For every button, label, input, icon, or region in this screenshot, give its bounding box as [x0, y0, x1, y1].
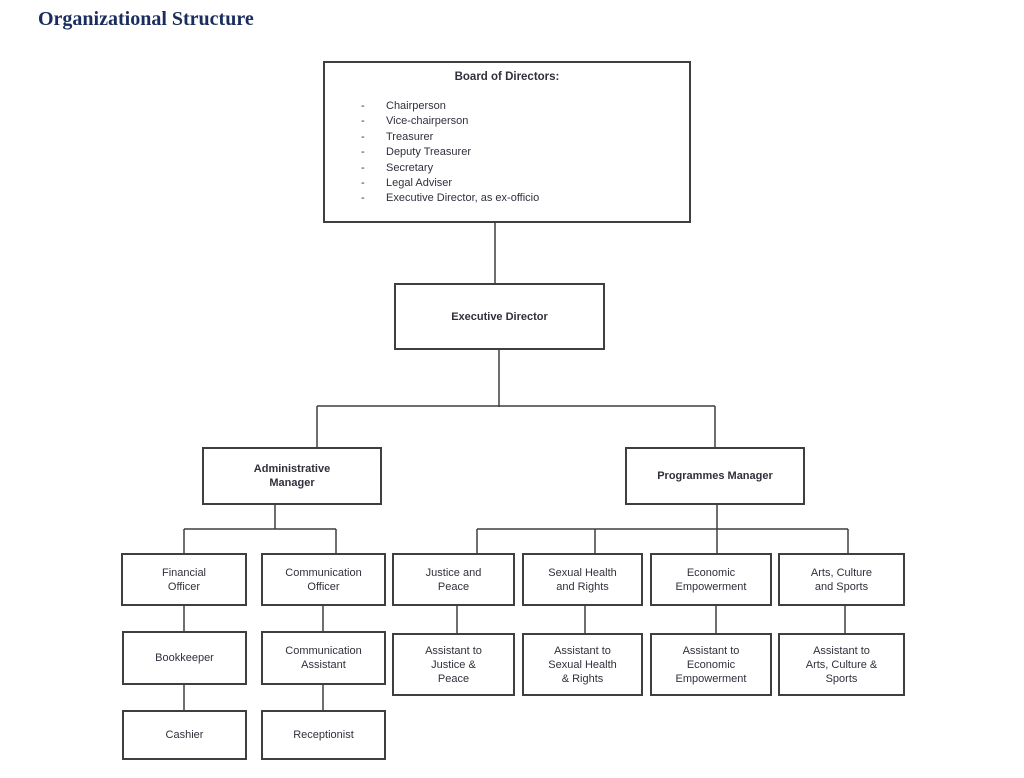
board-of-directors-title: Board of Directors: [454, 71, 560, 83]
org-box-justice-and-peace [392, 553, 515, 606]
board-member-label: Executive Director, as ex-officio [386, 192, 540, 205]
org-box-label-line: Cashier [165, 729, 204, 741]
org-box-label-line: Peace [437, 672, 470, 685]
board-member-bullet: - [361, 100, 365, 112]
board-member-row [361, 145, 689, 160]
org-box-communication-assistant [261, 631, 386, 685]
org-box-label-line: Officer [307, 580, 340, 593]
org-box-label-line: Financial [161, 566, 207, 579]
org-box-label-line: Executive Director [451, 310, 548, 323]
org-box-cashier [122, 710, 247, 760]
org-box-assistant-arts-culture-and-sports [778, 633, 905, 696]
org-box-label-line: Empowerment [675, 580, 747, 593]
board-member-list [325, 99, 689, 207]
board-member-row [361, 99, 689, 114]
org-box-label-line: Administrative [253, 463, 331, 475]
org-box-label-line: Assistant [301, 659, 346, 671]
org-box-board-of-directors [323, 61, 691, 223]
org-box-arts-culture-and-sports [778, 553, 905, 606]
org-box-label-line: Officer [167, 580, 201, 593]
org-box-label-line: Justice and [425, 566, 482, 579]
page-title: Organizational Structure [38, 8, 254, 30]
board-member-row [361, 130, 689, 145]
board-member-label: Deputy Treasurer [386, 146, 471, 159]
org-box-label-line: and Sports [814, 580, 869, 593]
org-box-label-line: Programmes Manager [657, 470, 773, 482]
org-box-label-line: Justice & [431, 658, 476, 671]
org-box-label-line: Assistant to [682, 644, 740, 657]
org-box-label-line: and Rights [556, 580, 609, 593]
board-member-label: Vice-chairperson [386, 115, 469, 128]
org-box-label-line: Arts, Culture [810, 566, 873, 579]
org-box-label-line: Sports [825, 672, 858, 685]
board-member-label: Legal Adviser [386, 177, 453, 190]
org-box-assistant-economic-empowerment [650, 633, 772, 696]
board-member-bullet: - [361, 161, 365, 174]
org-box-assistant-sexual-health-and-rights [522, 633, 643, 696]
org-box-assistant-justice-and-peace [392, 633, 515, 696]
org-box-label-line: Receptionist [293, 729, 354, 741]
org-box-label-line: Arts, Culture & [805, 658, 878, 671]
org-box-label-line: Economic [686, 658, 736, 671]
org-box-label-line: Communication [285, 566, 362, 579]
org-box-label-line: Bookkeeper [155, 652, 214, 664]
board-member-row [361, 191, 689, 206]
org-box-programmes-manager [625, 447, 805, 505]
board-member-row [361, 161, 689, 176]
org-box-bookkeeper [122, 631, 247, 685]
org-box-label-line: Communication [285, 645, 362, 657]
org-box-label-line: Assistant to [813, 644, 870, 657]
org-box-sexual-health-and-rights [522, 553, 643, 606]
org-box-label-line: Manager [269, 477, 315, 489]
board-member-row [361, 114, 689, 129]
org-box-label-line: Sexual Health [548, 566, 617, 579]
board-member-bullet: - [361, 192, 365, 205]
org-box-label-line: Peace [437, 580, 470, 593]
org-box-label-line: Empowerment [675, 672, 747, 685]
org-box-label-line: Assistant to [554, 644, 611, 657]
org-box-receptionist [261, 710, 386, 760]
org-box-administrative-manager [202, 447, 382, 505]
board-member-row [361, 176, 689, 191]
org-box-label-line: & Rights [561, 672, 604, 685]
board-member-label: Chairperson [386, 100, 446, 112]
org-box-economic-empowerment [650, 553, 772, 606]
org-box-label-line: Economic [686, 566, 736, 579]
board-member-label: Treasurer [386, 130, 434, 143]
board-member-bullet: - [361, 146, 365, 159]
board-member-bullet: - [361, 130, 365, 143]
board-member-bullet: - [361, 115, 365, 128]
org-box-label-line: Assistant to [425, 644, 482, 657]
org-box-communication-officer [261, 553, 386, 606]
board-member-bullet: - [361, 177, 365, 190]
board-member-label: Secretary [386, 161, 434, 174]
org-box-financial-officer [121, 553, 247, 606]
org-box-executive-director [394, 283, 605, 350]
org-box-label-line: Sexual Health [548, 658, 617, 671]
